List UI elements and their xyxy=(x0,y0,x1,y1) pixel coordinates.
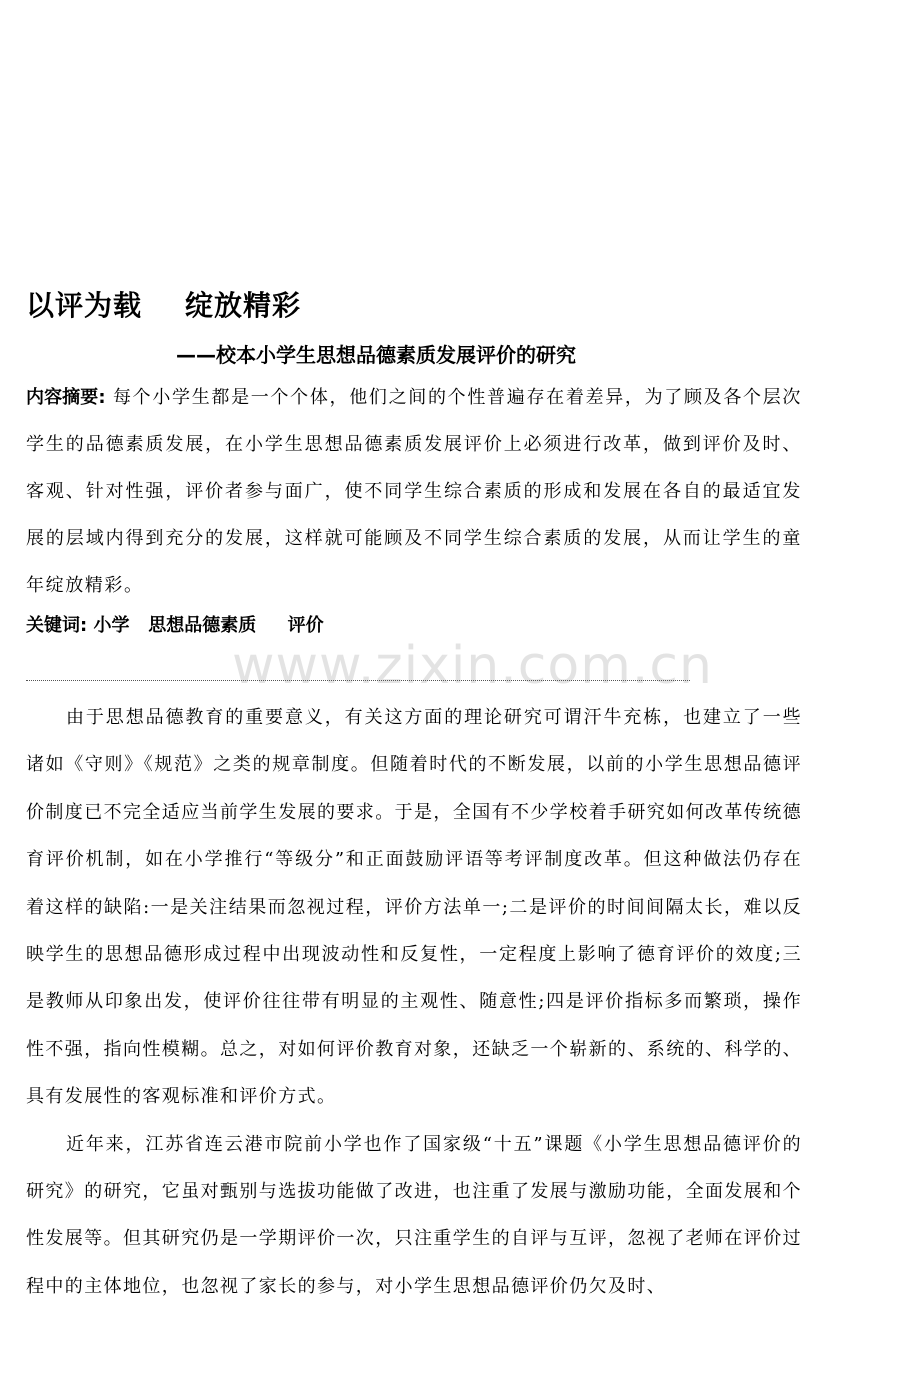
abstract-text: 每个小学生都是一个个体，他们之间的个性普遍存在着差异，为了顾及各个层次学生的品德素质发展，在小学生思想品德素质发展评价上必须进行改革，做到评价及时、客观、针对性强，评价者参与面广，使不同学生综合素质的形成和发展在各自的最适宜发展的层域内得到充分的发展，这样就可能顾及不同学生综合素质的发展，从而让学生的童年绽放精彩。 xyxy=(26,387,802,596)
body-paragraph-2: 近年来，江苏省连云港市院前小学也作了国家级“十五”课题《小学生思想品德评价的研究》的研究，它虽对甄别与选拔功能做了改进，也注重了发展与激励功能，全面发展和个性发展等。但其研究仍是一学期评价一次，只注重学生的自评与互评，忽视了老师在评价过程中的主体地位，也忽视了家长的参与，对小学生思想品德评价仍欠及时、 xyxy=(26,1133,802,1297)
document-title: 以评为载 绽放精彩 xyxy=(26,289,301,322)
abstract-section xyxy=(26,374,802,609)
document-subtitle: ——校本小学生思想品德素质发展评价的研究 xyxy=(176,343,576,367)
watermark: www.zixin.com.cn xyxy=(232,636,713,696)
body-text xyxy=(26,694,802,1310)
abstract-label: 内容摘要: xyxy=(26,387,106,408)
body-paragraph-1: 由于思想品德教育的重要意义，有关这方面的理论研究可谓汗牛充栋，也建立了一些诸如《守则》《规范》之类的规章制度。但随着时代的不断发展，以前的小学生思想品德评价制度已不完全适应当前学生发展的要求。于是，全国有不少学校着手研究如何改革传统德育评价机制，如在小学推行“等级分”和正面鼓励评语等考评制度改革。但这种做法仍存在着这样的缺陷:一是关注结果而忽视过程，评价方法单一;二是评价的时间间隔太长，难以反映学生的思想品德形成过程中出现波动性和反复性，一定程度上影响了德育评价的效度;三是教师从印象出发，使评价往往带有明显的主观性、随意性;四是评价指标多而繁琐，操作性不强，指向性模糊。总之，对如何评价教育对象，还缺乏一个崭新的、系统的、科学的、具有发展性的客观标准和评价方式。 xyxy=(26,707,802,1108)
keywords-text: 小学 思想品德素质 评价 xyxy=(87,615,324,636)
section-divider xyxy=(26,680,690,681)
keywords-label: 关键词: xyxy=(26,615,88,636)
